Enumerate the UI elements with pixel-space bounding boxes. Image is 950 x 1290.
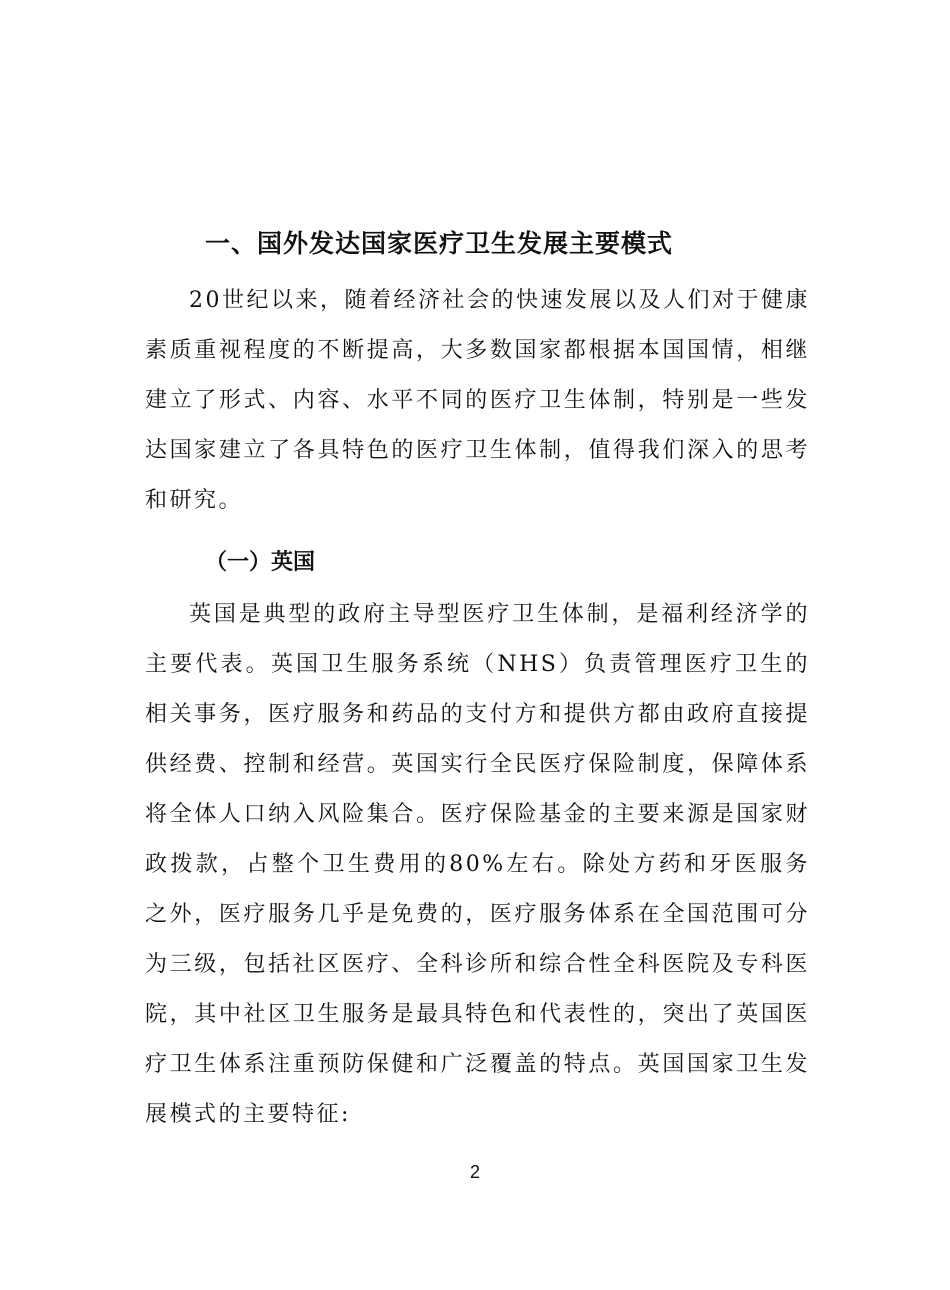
- page-content: [145, 218, 810, 1140]
- page-number: 2: [469, 1162, 480, 1182]
- intro-paragraph: 20世纪以来，随着经济社会的快速发展以及人们对于健康素质重视程度的不断提高，大多数国家都根据本国国情，相继建立了形式、内容、水平不同的医疗卫生体制，特别是一些发达国家建立了各具特色的医疗卫生体制，值得我们深入的思考和研究。: [145, 288, 810, 513]
- subsection-heading: （一）英国: [205, 550, 316, 575]
- body-paragraph: 英国是典型的政府主导型医疗卫生体制，是福利经济学的主要代表。英国卫生服务系统（NHS）负责管理医疗卫生的相关事务，医疗服务和药品的支付方和提供方都由政府直接提供经费、控制和经营。英国实行全民医疗保险制度，保障体系将全体人口纳入风险集合。医疗保险基金的主要来源是国家财政拨款，占整个卫生费用的80%左右。除处方药和牙医服务之外，医疗服务几乎是免费的，医疗服务体系在全国范围可分为三级，包括社区医疗、全科诊所和综合性全科医院及专科医院，其中社区卫生服务是最具特色和代表性的，突出了英国医疗卫生体系注重预防保健和广泛覆盖的特点。英国国家卫生发展模式的主要特征:: [145, 602, 810, 1127]
- section-heading: 一、国外发达国家医疗卫生发展主要模式: [205, 229, 674, 258]
